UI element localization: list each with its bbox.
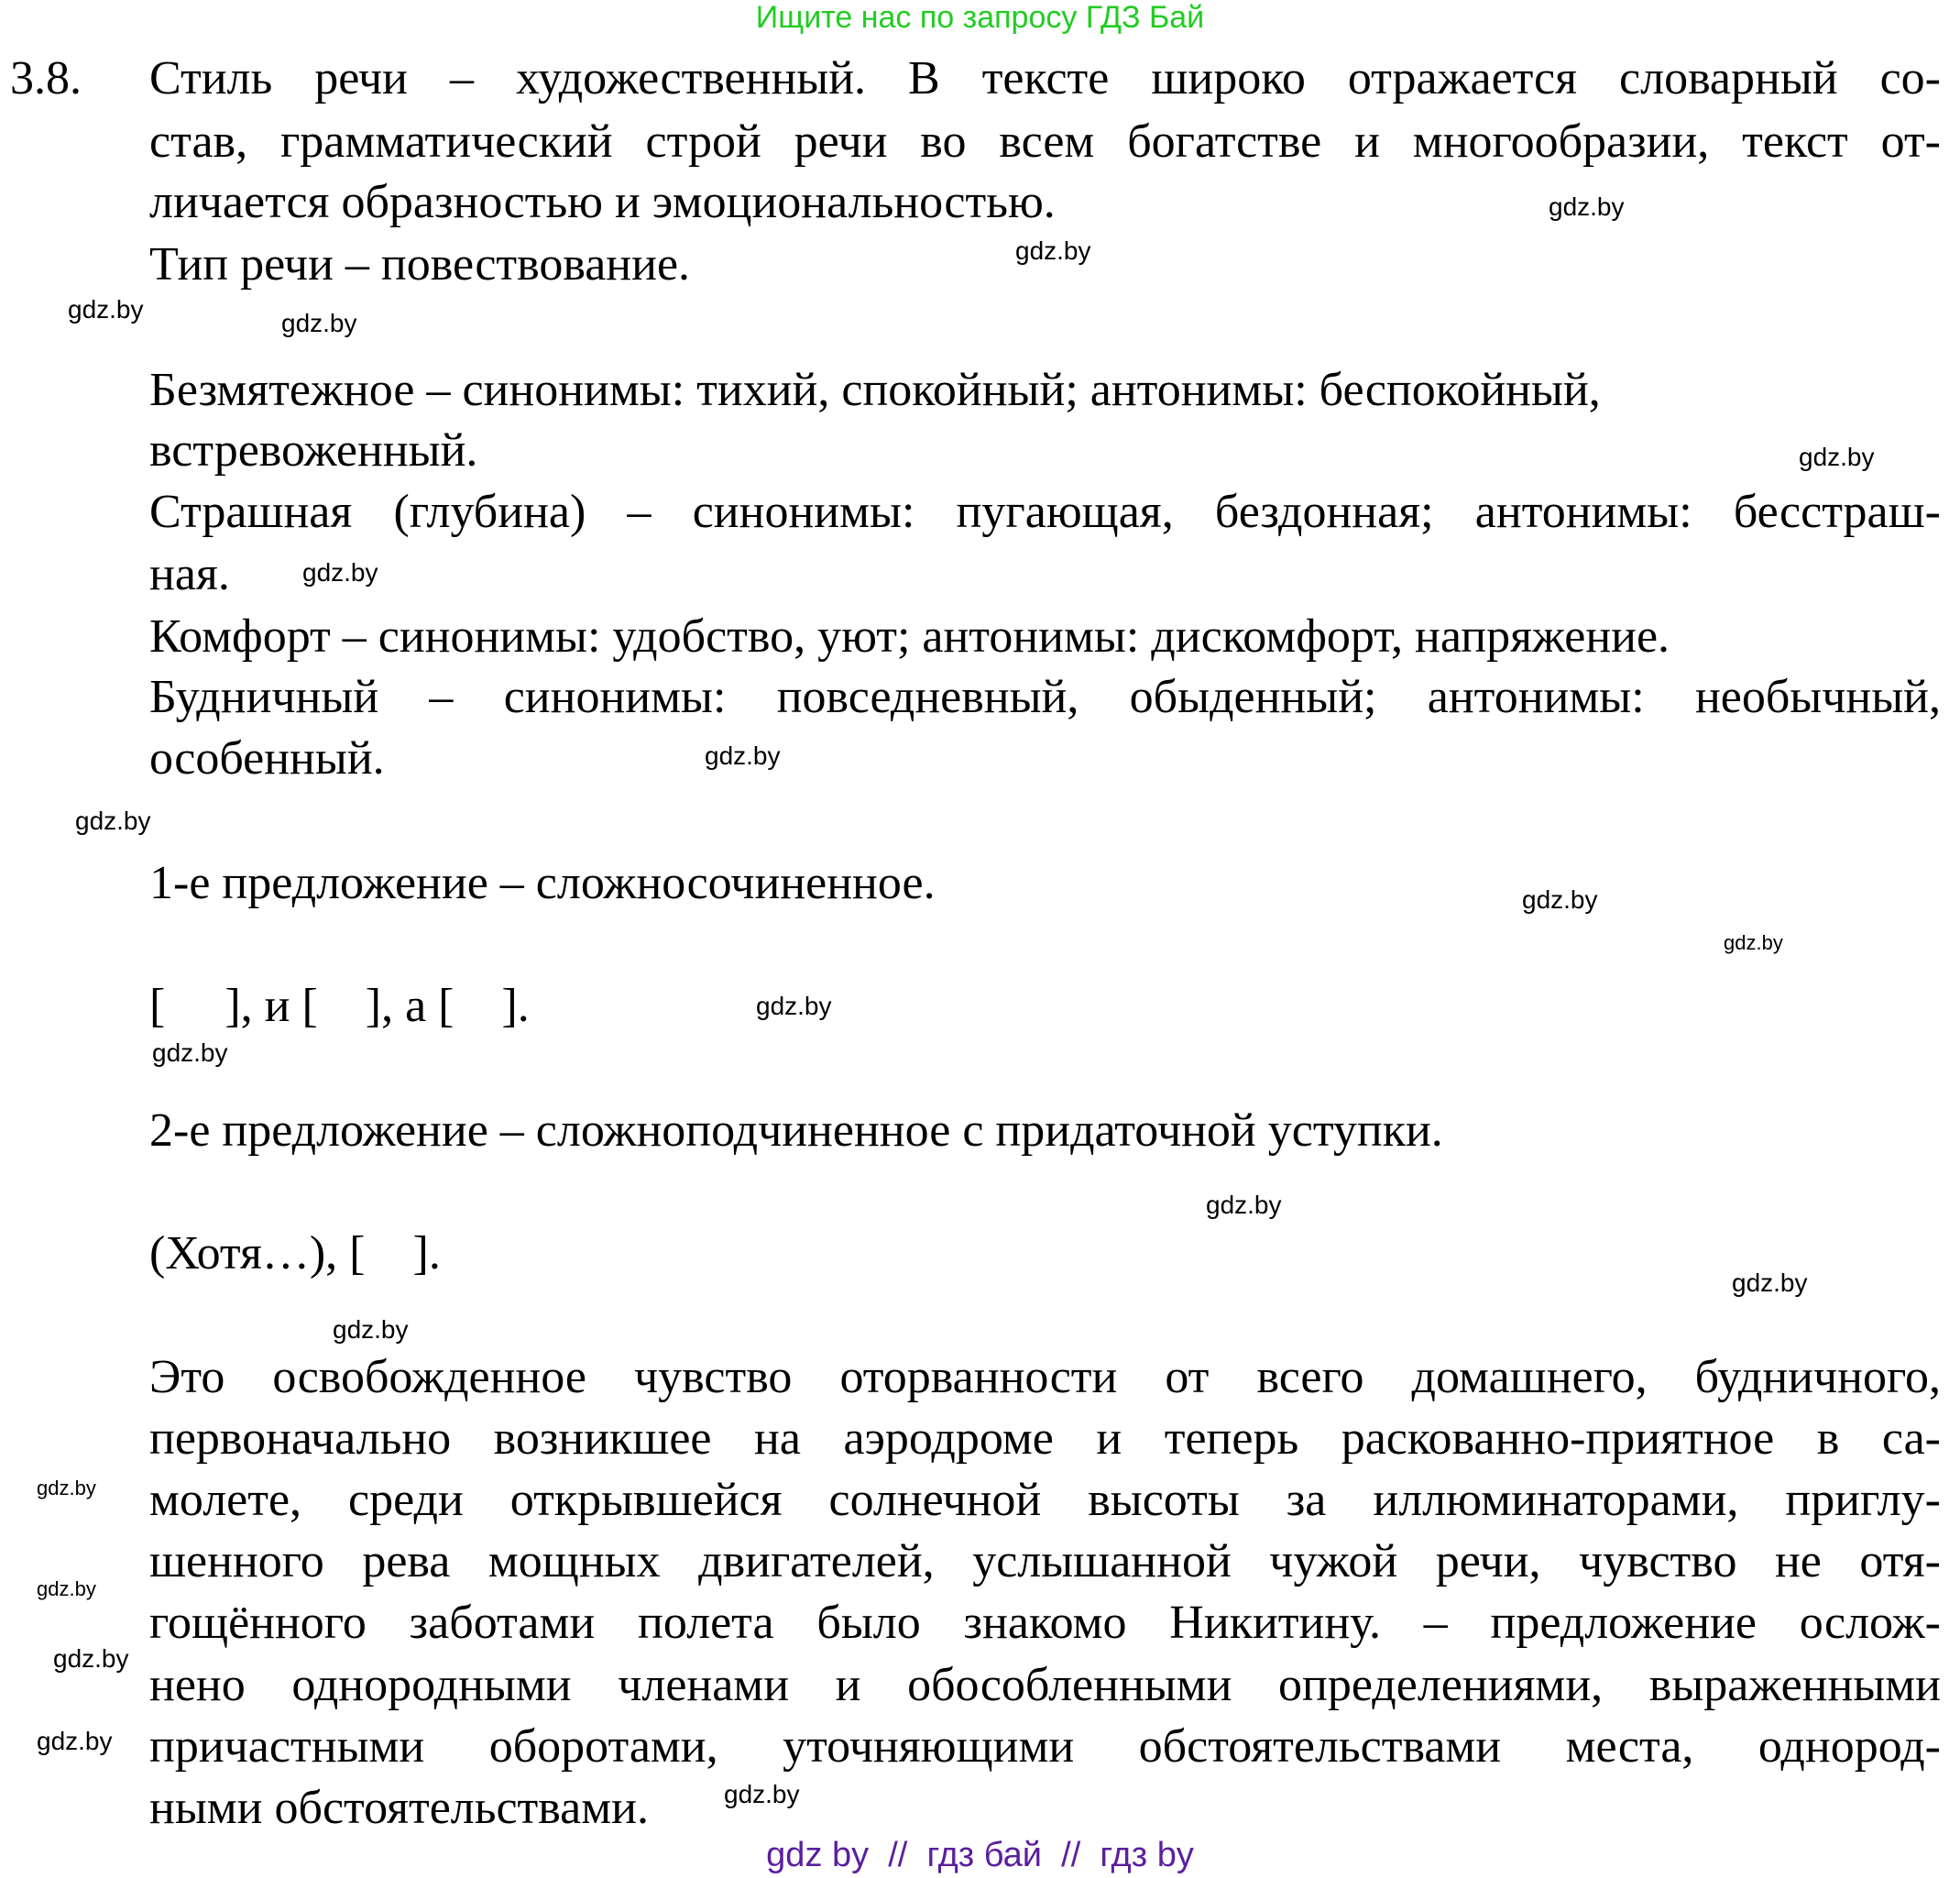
watermark: gdz.by	[37, 1577, 96, 1600]
text-line: особенный.	[149, 732, 385, 785]
watermark: gdz.by	[1015, 236, 1091, 265]
footer-links: gdz by // гдз бай // гдз by	[766, 1836, 1194, 1874]
watermark: gdz.by	[281, 309, 357, 337]
watermark: gdz.by	[1799, 443, 1875, 471]
text-line: личается образностью и эмоциональностью.	[149, 176, 1056, 228]
watermark: gdz.by	[37, 1477, 96, 1499]
watermark: gdz.by	[37, 1727, 113, 1755]
watermark: gdz.by	[1732, 1268, 1808, 1297]
text-line: (Хотя…), [ ].	[149, 1227, 441, 1279]
watermark: gdz.by	[756, 992, 832, 1020]
text-line: Страшная (глубина) – синонимы: пугающая, бездонная; антонимы: бесстраш-	[149, 486, 1941, 538]
text-line: 2-е предложение – сложноподчиненное с придаточной уступки.	[149, 1104, 1443, 1157]
watermark: gdz.by	[302, 558, 378, 587]
text-line: став, грамматический строй речи во всем богатстве и многообразии, текст от-	[149, 115, 1941, 168]
watermark: gdz.by	[1522, 885, 1598, 914]
task-number: 3.8.	[10, 52, 82, 104]
watermark: gdz.by	[724, 1780, 800, 1808]
text-line: ная.	[149, 548, 230, 600]
watermark: gdz.by	[1724, 931, 1783, 954]
text-line: гощённого заботами полета было знакомо Никитину. – предложение ослож-	[149, 1597, 1941, 1649]
watermark: gdz.by	[1549, 192, 1625, 221]
text-line: молете, среди открывшейся солнечной высоты за иллюминаторами, приглу-	[149, 1474, 1941, 1526]
text-line: Безмятежное – синонимы: тихий, спокойный; антонимы: беспокойный,	[149, 364, 1601, 416]
text-line: Стиль речи – художественный. В тексте широко отражается словарный со-	[149, 52, 1941, 104]
watermark: gdz.by	[333, 1315, 409, 1344]
text-line: встревоженный.	[149, 424, 478, 477]
watermark: gdz.by	[705, 741, 781, 770]
text-line: Тип речи – повествование.	[149, 238, 691, 291]
watermark: gdz.by	[53, 1644, 129, 1673]
text-line: ными обстоятельствами.	[149, 1782, 649, 1834]
text-line: Комфорт – синонимы: удобство, уют; антонимы: дискомфорт, напряжение.	[149, 610, 1670, 663]
text-line: Будничный – синонимы: повседневный, обыденный; антонимы: необычный,	[149, 671, 1941, 723]
text-line: [ ], и [ ], а [ ].	[149, 980, 530, 1032]
watermark: gdz.by	[152, 1038, 228, 1067]
watermark: gdz.by	[1206, 1191, 1282, 1219]
text-line: причастными оборотами, уточняющими обстоятельствами места, однород-	[149, 1720, 1941, 1773]
text-line: 1-е предложение – сложносочиненное.	[149, 857, 936, 909]
text-line: Это освобожденное чувство оторванности от всего домашнего, будничного,	[149, 1351, 1941, 1403]
header-banner: Ищите нас по запросу ГДЗ Бай	[755, 0, 1205, 35]
text-line: шенного рева мощных двигателей, услышанной чужой речи, чувство не отя-	[149, 1535, 1941, 1587]
text-line: нено однородными членами и обособленными определениями, выраженными	[149, 1659, 1941, 1711]
watermark: gdz.by	[68, 295, 144, 324]
text-line: первоначально возникшее на аэродроме и теперь раскованно-приятное в са-	[149, 1412, 1941, 1465]
watermark: gdz.by	[75, 807, 151, 835]
